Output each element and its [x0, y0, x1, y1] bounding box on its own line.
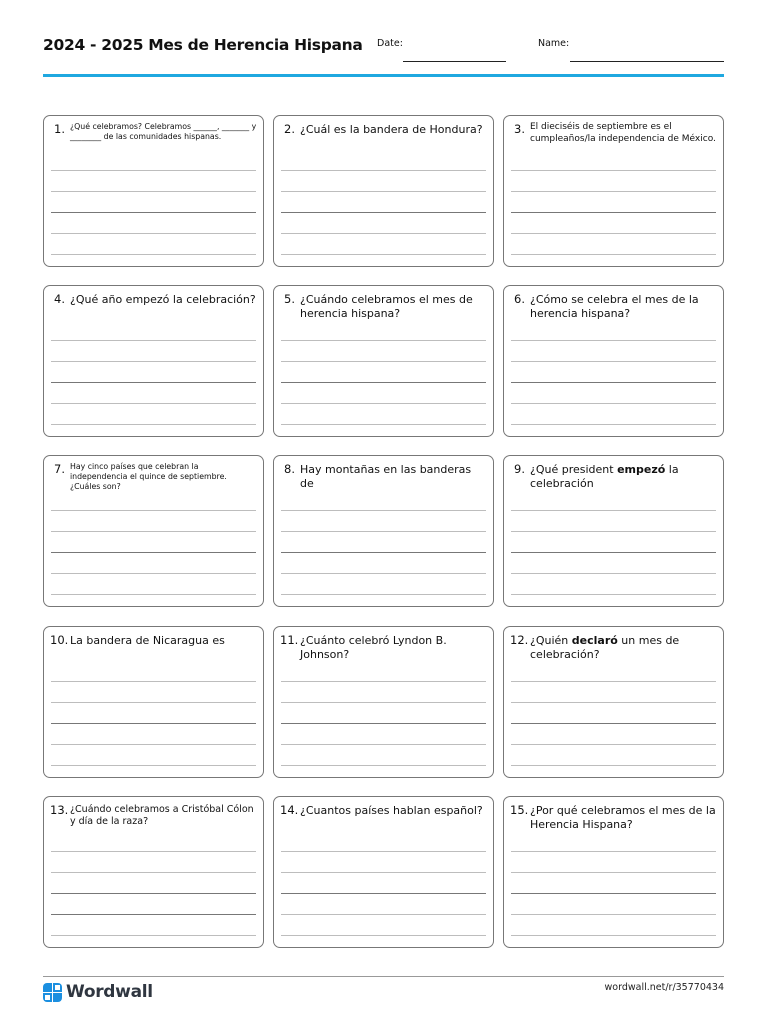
question-number: 5.: [284, 292, 295, 306]
question-text: La bandera de Nicaragua es: [70, 634, 225, 647]
worksheet-header: [43, 0, 724, 78]
answer-line[interactable]: [51, 170, 256, 171]
answer-line[interactable]: [511, 594, 716, 595]
answer-line[interactable]: [51, 531, 256, 532]
question-text: ¿Cuándo celebramos a Cristóbal Cólon y día de la raza?: [70, 804, 254, 827]
answer-line[interactable]: [281, 914, 486, 915]
answer-line[interactable]: [511, 254, 716, 255]
answer-line[interactable]: [281, 191, 486, 192]
answer-line[interactable]: [281, 893, 486, 894]
answer-line[interactable]: [511, 914, 716, 915]
question-card-2: [273, 115, 494, 267]
answer-line[interactable]: [511, 233, 716, 234]
question-number: 4.: [54, 292, 65, 306]
answer-line[interactable]: [51, 552, 256, 553]
answer-line[interactable]: [51, 765, 256, 766]
question-number: 2.: [284, 122, 295, 136]
answer-line[interactable]: [281, 935, 486, 936]
answer-line[interactable]: [281, 744, 486, 745]
answer-line[interactable]: [51, 361, 256, 362]
answer-line[interactable]: [281, 361, 486, 362]
answer-line[interactable]: [51, 403, 256, 404]
wordwall-logo: [43, 982, 153, 1002]
answer-line[interactable]: [51, 893, 256, 894]
answer-line[interactable]: [511, 170, 716, 171]
question-card-15: [503, 796, 724, 948]
question-number: 6.: [514, 292, 525, 306]
question-text: El dieciséis de septiembre es el cumpleaños/la independencia de México.: [530, 122, 716, 144]
question-text: Hay montañas en las banderas de: [300, 463, 472, 490]
answer-line[interactable]: [51, 233, 256, 234]
question-card-14: [273, 796, 494, 948]
question-text-post: la celebración: [530, 463, 679, 490]
name-label: Name:: [538, 38, 570, 49]
question-text: ¿Qué año empezó la celebración?: [70, 293, 256, 306]
answer-line[interactable]: [281, 531, 486, 532]
answer-line[interactable]: [51, 573, 256, 574]
question-text: ¿Cuantos países hablan español?: [300, 804, 483, 817]
answer-line[interactable]: [511, 872, 716, 873]
answer-line[interactable]: [511, 191, 716, 192]
answer-line[interactable]: [511, 935, 716, 936]
question-card-6: [503, 285, 724, 437]
answer-line[interactable]: [511, 723, 716, 724]
question-card-12: [503, 626, 724, 778]
answer-line[interactable]: [51, 723, 256, 724]
answer-line[interactable]: [51, 510, 256, 511]
question-number: 8.: [284, 462, 295, 476]
answer-line[interactable]: [281, 510, 486, 511]
question-number: 11.: [280, 633, 299, 647]
question-text-bold: declaró: [571, 634, 618, 647]
question-text-pre: ¿Qué president: [530, 463, 618, 476]
answer-line[interactable]: [511, 893, 716, 894]
answer-line[interactable]: [51, 851, 256, 852]
answer-line[interactable]: [281, 594, 486, 595]
answer-line[interactable]: [281, 424, 486, 425]
answer-line[interactable]: [511, 424, 716, 425]
answer-line[interactable]: [511, 510, 716, 511]
question-text: ¿Cómo se celebra el mes de la herencia hispana?: [530, 293, 699, 320]
answer-line[interactable]: [51, 914, 256, 915]
question-text: [530, 634, 717, 661]
question-card-11: [273, 626, 494, 778]
answer-line[interactable]: [51, 681, 256, 682]
answer-line[interactable]: [281, 170, 486, 171]
question-number: 7.: [54, 462, 65, 476]
question-text-pre: ¿Quién: [530, 634, 572, 647]
answer-line[interactable]: [281, 233, 486, 234]
question-text: ¿Por qué celebramos el mes de la Herencia Hispana?: [530, 804, 716, 831]
answer-line[interactable]: [51, 212, 256, 213]
date-field[interactable]: [403, 61, 506, 62]
footer-divider: [43, 976, 724, 977]
question-number: 9.: [514, 462, 525, 476]
answer-line[interactable]: [511, 382, 716, 383]
question-text: ¿Qué celebramos? Celebramos ______, _______ y ________ de las comunidades hispanas.: [70, 122, 257, 141]
answer-line[interactable]: [281, 765, 486, 766]
answer-line[interactable]: [511, 552, 716, 553]
question-text: ¿Cuánto celebró Lyndon B. Johnson?: [300, 634, 447, 661]
answer-line[interactable]: [511, 765, 716, 766]
question-card-10: [43, 626, 264, 778]
answer-line[interactable]: [281, 212, 486, 213]
answer-line[interactable]: [511, 361, 716, 362]
answer-line[interactable]: [281, 872, 486, 873]
answer-line[interactable]: [51, 744, 256, 745]
answer-line[interactable]: [281, 403, 486, 404]
answer-line[interactable]: [51, 340, 256, 341]
answer-line[interactable]: [511, 681, 716, 682]
wordwall-logo-icon: [43, 983, 62, 1002]
question-number: 10.: [50, 633, 69, 647]
question-card-8: [273, 455, 494, 607]
answer-line[interactable]: [511, 851, 716, 852]
question-card-9: [503, 455, 724, 607]
answer-line[interactable]: [51, 935, 256, 936]
question-text: ¿Cuál es la bandera de Hondura?: [300, 123, 483, 136]
answer-line[interactable]: [511, 702, 716, 703]
answer-line[interactable]: [511, 573, 716, 574]
answer-line[interactable]: [51, 594, 256, 595]
logo-text: Wordwall: [66, 982, 153, 1002]
question-number: 14.: [280, 803, 299, 817]
question-text-post: un mes de celebración?: [530, 634, 680, 661]
question-card-13: [43, 796, 264, 948]
question-text: [530, 463, 717, 490]
answer-line[interactable]: [511, 340, 716, 341]
question-number: 15.: [510, 803, 529, 817]
question-text: Hay cinco países que celebran la independencia el quince de septiembre. ¿Cuáles son?: [70, 462, 227, 491]
answer-line[interactable]: [511, 744, 716, 745]
answer-line[interactable]: [51, 424, 256, 425]
question-card-3: [503, 115, 724, 267]
question-card-7: [43, 455, 264, 607]
answer-line[interactable]: [281, 851, 486, 852]
question-card-5: [273, 285, 494, 437]
question-card-1: [43, 115, 264, 267]
question-text: ¿Cuándo celebramos el mes de herencia hispana?: [300, 293, 473, 320]
footer-url: wordwall.net/r/35770434: [604, 982, 724, 993]
answer-line[interactable]: [281, 573, 486, 574]
question-grid: [43, 115, 724, 949]
answer-line[interactable]: [281, 340, 486, 341]
answer-line[interactable]: [51, 872, 256, 873]
answer-line[interactable]: [281, 254, 486, 255]
answer-line[interactable]: [51, 382, 256, 383]
answer-line[interactable]: [281, 723, 486, 724]
answer-line[interactable]: [281, 681, 486, 682]
answer-line[interactable]: [281, 382, 486, 383]
question-text-bold: empezó: [617, 463, 666, 476]
answer-line[interactable]: [281, 552, 486, 553]
question-number: 1.: [54, 122, 65, 136]
answer-line[interactable]: [51, 191, 256, 192]
page-title: 2024 - 2025 Mes de Herencia Hispana: [43, 36, 363, 54]
date-label: Date:: [377, 38, 403, 49]
question-card-4: [43, 285, 264, 437]
answer-line[interactable]: [511, 531, 716, 532]
answer-line[interactable]: [511, 212, 716, 213]
answer-line[interactable]: [281, 702, 486, 703]
answer-line[interactable]: [51, 254, 256, 255]
answer-line[interactable]: [511, 403, 716, 404]
question-number: 3.: [514, 122, 525, 136]
question-number: 12.: [510, 633, 529, 647]
name-field[interactable]: [570, 61, 724, 62]
question-number: 13.: [50, 803, 69, 817]
answer-line[interactable]: [51, 702, 256, 703]
header-divider: [43, 74, 724, 77]
